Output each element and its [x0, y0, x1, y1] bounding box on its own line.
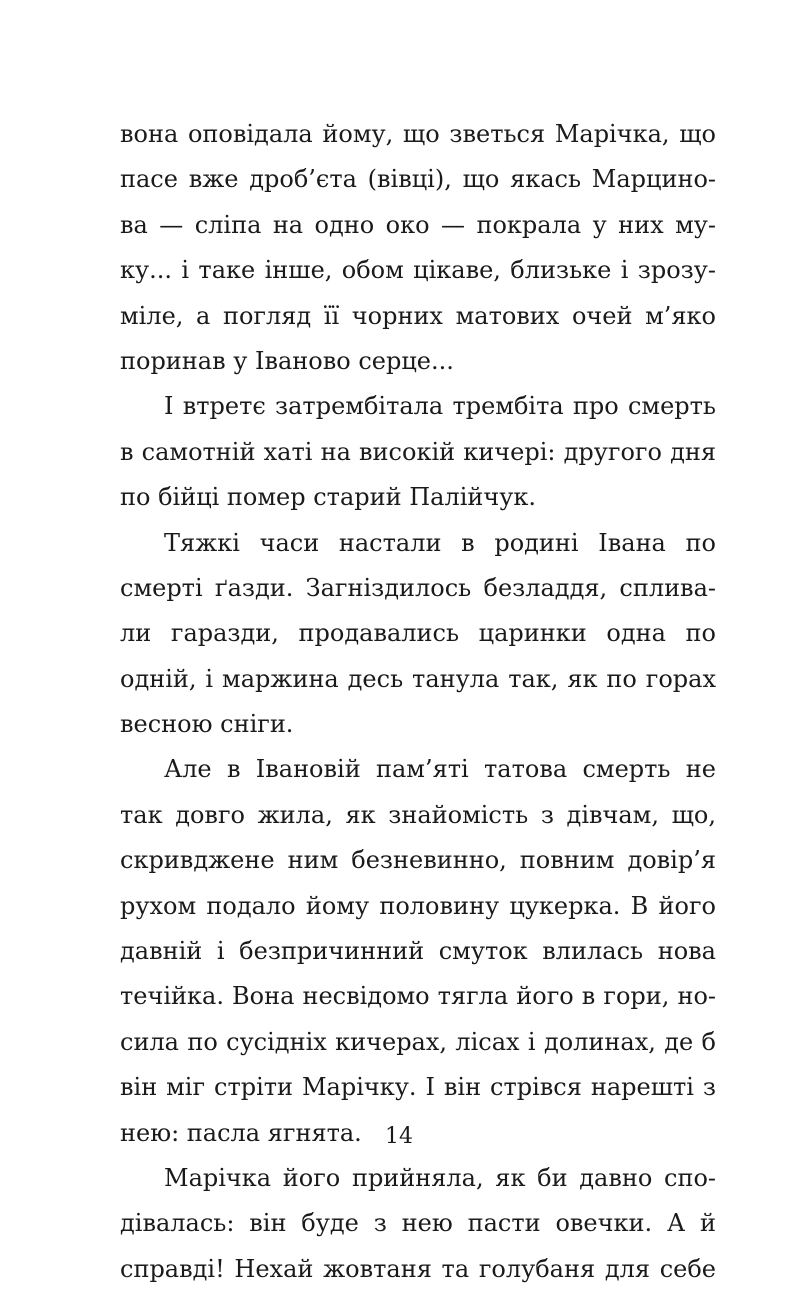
text-line: одній, і маржина десь танула так, як по горах	[120, 664, 716, 693]
text-line: дівалась: він буде з нею пасти овечки. А й	[120, 1209, 716, 1238]
text-line: ли гаразди, продавались царинки одна по	[120, 619, 716, 648]
text-line: міле, а погляд її чорних матових очей м’яко	[120, 301, 716, 330]
text-line: пасе вже дроб’єта (вівці), що якась Марцино-	[120, 165, 716, 194]
text-line: поринав у Іваново серце...	[120, 346, 454, 375]
text-line: нею: пасла ягнята.	[120, 1118, 362, 1147]
text-line: так довго жила, як знайомість з дівчам, що,	[120, 800, 716, 829]
text-line: по бійці помер старий Палійчук.	[120, 483, 537, 512]
page-number: 14	[385, 1124, 413, 1149]
text-line: Тяжкі часи настали в родині Івана по	[164, 528, 716, 557]
text-line: течійка. Вона несвідомо тягла його в гори, но-	[120, 982, 716, 1011]
text-line: І втретє затрембітала трембіта про смерть	[164, 392, 716, 421]
text-line: смерті ґазди. Загніздилось безладдя, сплива-	[120, 573, 716, 602]
text-line: рухом подало йому половину цукерка. В його	[120, 891, 716, 920]
text-line: ва — сліпа на одно око — покрала у них му-	[120, 210, 716, 239]
text-line: в самотній хаті на високій кичері: другого дня	[120, 437, 716, 466]
text-line: вона оповідала йому, що зветься Марічка, що	[120, 120, 716, 148]
body-text	[120, 112, 716, 1292]
text-line: весною сніги.	[120, 710, 294, 739]
text-line: ку... і таке інше, обом цікаве, близьке і зрозу-	[120, 256, 716, 285]
text-line: він міг стріти Марічку. І він стрівся нарешті з	[120, 1073, 716, 1102]
text-line: давній і безпричинний смуток влилась нова	[120, 937, 716, 966]
text-line: Марічка його прийняла, як би давно спо-	[164, 1163, 716, 1192]
text-line: Але в Івановій пам’яті татова смерть не	[164, 755, 716, 784]
text-line: сила по сусідніх кичерах, лісах і долинах, де б	[120, 1027, 716, 1056]
text-line: справді! Нехай жовтаня та голубаня для себе	[120, 1254, 716, 1283]
text-line: скривджене ним безневинно, повним довір’я	[120, 846, 716, 875]
